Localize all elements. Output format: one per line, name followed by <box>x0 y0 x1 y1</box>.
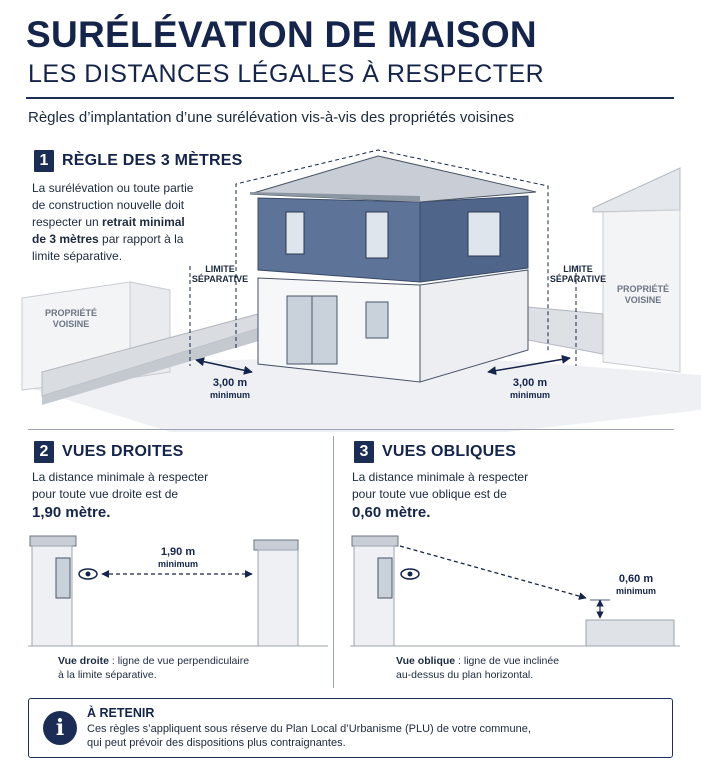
retenir-title: À RETENIR <box>87 706 155 720</box>
section2-number: 2 <box>34 441 54 463</box>
retenir-box <box>28 698 673 758</box>
section3-title: VUES OBLIQUES <box>382 443 517 460</box>
retenir-text: Ces règles s’appliquent sous réserve du Plan Local d’Urbanisme (PLU) de votre commune, qui peut prévoir des dispositions plus contraignantes. <box>87 723 531 749</box>
limit-label-left: LIMITE SÉPARATIVE <box>191 264 249 284</box>
main-title: SURÉLÉVATION DE MAISON <box>26 14 537 55</box>
section3-value: 0,60 mètre. <box>352 504 431 521</box>
neighbor-label-left: PROPRIÉTÉ VOISINE <box>44 308 97 329</box>
measure-label-right: 3,00 m minimum <box>509 377 550 400</box>
section1-number: 1 <box>34 150 54 172</box>
section3-caption: Vue oblique : ligne de vue inclinée au-dessus du plan horizontal. <box>396 655 560 681</box>
section2-caption: Vue droite : ligne de vue perpendiculaire à la limite séparative. <box>58 655 250 681</box>
fence-right <box>528 307 603 354</box>
limit-label-right: LIMITE SÉPARATIVE <box>549 264 607 284</box>
neighbor-label-right: PROPRIÉTÉ VOISINE <box>616 284 669 305</box>
section3-measure: 0,60 m minimum <box>615 573 656 596</box>
section3-text: La distance minimale à respecter pour toute vue oblique est de <box>352 470 529 501</box>
section2-text: La distance minimale à respecter pour toute vue droite est de <box>32 470 209 501</box>
header-divider <box>26 97 674 99</box>
measure-label-left: 3,00 m minimum <box>209 377 250 400</box>
intro-text: Règles d’implantation d’une surélévation vis-à-vis des propriétés voisines <box>28 109 515 126</box>
section1-text: La surélévation ou toute partie de construction nouvelle doit respecter un retrait minimal de 3 mètres par rapport à la limite séparative. <box>32 181 194 263</box>
section2-measure: 1,90 m minimum <box>157 546 198 569</box>
section1-title: RÈGLE DES 3 MÈTRES <box>62 152 243 169</box>
info-icon: i <box>43 711 77 745</box>
section3-number: 3 <box>354 441 374 463</box>
main-subtitle: LES DISTANCES LÉGALES À RESPECTER <box>28 60 545 88</box>
house-main <box>236 150 548 382</box>
section-divider <box>28 429 674 430</box>
section2-title: VUES DROITES <box>62 443 184 460</box>
column-divider <box>333 436 334 688</box>
section2-value: 1,90 mètre. <box>32 504 111 521</box>
